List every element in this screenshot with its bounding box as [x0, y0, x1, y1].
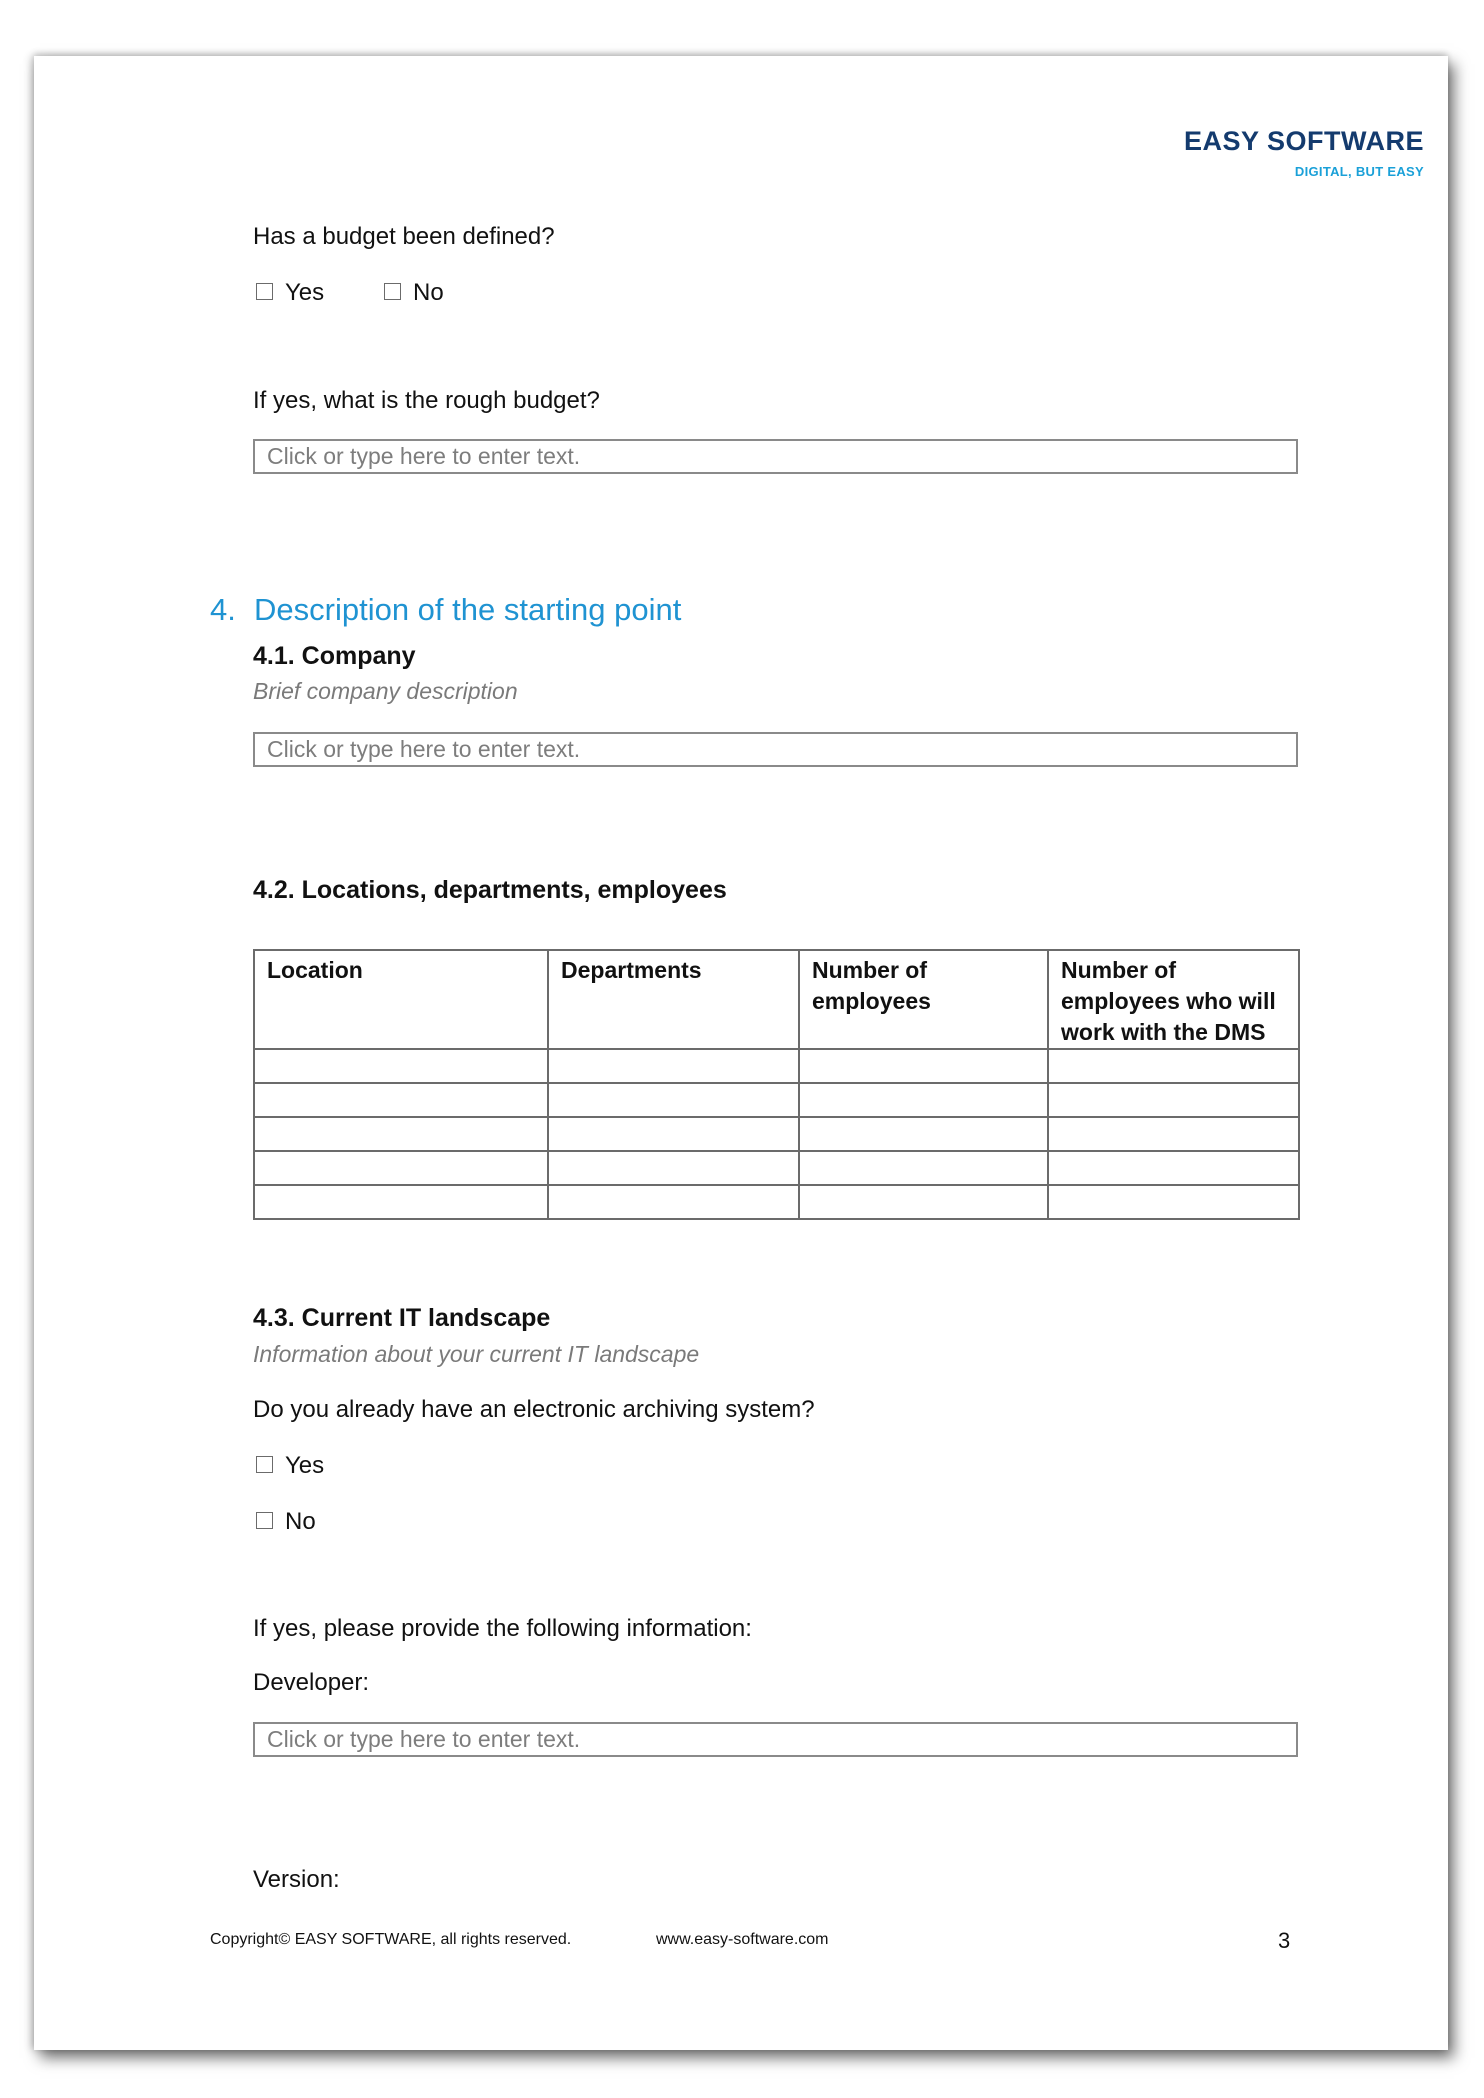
table-row [254, 1083, 1299, 1117]
developer-input[interactable]: Click or type here to enter text. [253, 1722, 1298, 1757]
rough-budget-question: If yes, what is the rough budget? [253, 387, 600, 414]
company-heading: 4.1. Company [253, 642, 416, 670]
provide-info-text: If yes, please provide the following information: [253, 1615, 752, 1642]
table-row [254, 1185, 1299, 1219]
developer-label: Developer: [253, 1669, 370, 1696]
table-cell[interactable] [254, 1185, 548, 1219]
budget-yes-checkbox[interactable] [256, 283, 273, 300]
company-subtitle: Brief company description [253, 678, 518, 704]
footer-website[interactable]: www.easy-software.com [656, 1931, 829, 1948]
section-number: 4. [210, 592, 236, 627]
table-cell[interactable] [1048, 1117, 1299, 1151]
archive-yes-checkbox[interactable] [256, 1456, 273, 1473]
table-cell[interactable] [254, 1151, 548, 1185]
table-cell[interactable] [548, 1083, 799, 1117]
locations-table [253, 949, 1300, 1220]
table-cell[interactable] [799, 1151, 1048, 1185]
table-cell[interactable] [548, 1049, 799, 1083]
column-header-dms-employees: Number of employees who will work with the DMS [1048, 950, 1299, 1049]
table-cell[interactable] [799, 1049, 1048, 1083]
budget-no-option[interactable] [384, 279, 484, 309]
rough-budget-input[interactable]: Click or type here to enter text. [253, 439, 1298, 474]
page-number: 3 [1278, 1928, 1291, 1953]
table-cell[interactable] [1048, 1049, 1299, 1083]
archive-no-option[interactable] [256, 1508, 356, 1538]
it-landscape-subtitle: Information about your current IT landscape [253, 1341, 700, 1367]
table-row [254, 1117, 1299, 1151]
company-logo [1144, 126, 1424, 182]
table-cell[interactable] [254, 1049, 548, 1083]
section-title: Description of the starting point [254, 592, 682, 627]
locations-heading: 4.2. Locations, departments, employees [253, 876, 727, 904]
column-header-employees: Number of employees [799, 950, 1048, 1049]
table-cell[interactable] [254, 1083, 548, 1117]
footer-copyright: Copyright© EASY SOFTWARE, all rights reserved. [210, 1931, 572, 1948]
table-cell[interactable] [1048, 1185, 1299, 1219]
it-landscape-heading: 4.3. Current IT landscape [253, 1304, 551, 1332]
table-cell[interactable] [548, 1151, 799, 1185]
archive-yes-label: Yes [285, 1452, 325, 1479]
table-row [254, 1049, 1299, 1083]
logo-name: EASY SOFTWARE [1183, 126, 1424, 156]
logo-tagline: DIGITAL, BUT EASY [1294, 164, 1424, 179]
table-cell[interactable] [548, 1117, 799, 1151]
budget-yes-label: Yes [285, 279, 325, 306]
budget-yes-option[interactable] [256, 279, 356, 309]
archive-yes-option[interactable] [256, 1452, 356, 1482]
table-cell[interactable] [799, 1185, 1048, 1219]
column-header-departments: Departments [548, 950, 799, 1049]
budget-no-label: No [413, 279, 444, 306]
archive-no-label: No [285, 1508, 316, 1535]
column-header-location: Location [254, 950, 548, 1049]
table-header-row [254, 950, 1299, 1049]
budget-no-checkbox[interactable] [384, 283, 401, 300]
table-cell[interactable] [1048, 1151, 1299, 1185]
archive-no-checkbox[interactable] [256, 1512, 273, 1529]
table-cell[interactable] [254, 1117, 548, 1151]
table-cell[interactable] [799, 1117, 1048, 1151]
budget-question: Has a budget been defined? [253, 223, 555, 250]
table-row [254, 1151, 1299, 1185]
version-label: Version: [253, 1866, 340, 1893]
table-cell[interactable] [799, 1083, 1048, 1117]
table-cell[interactable] [548, 1185, 799, 1219]
table-cell[interactable] [1048, 1083, 1299, 1117]
company-description-input[interactable]: Click or type here to enter text. [253, 732, 1298, 767]
archive-question: Do you already have an electronic archiving system? [253, 1396, 815, 1423]
